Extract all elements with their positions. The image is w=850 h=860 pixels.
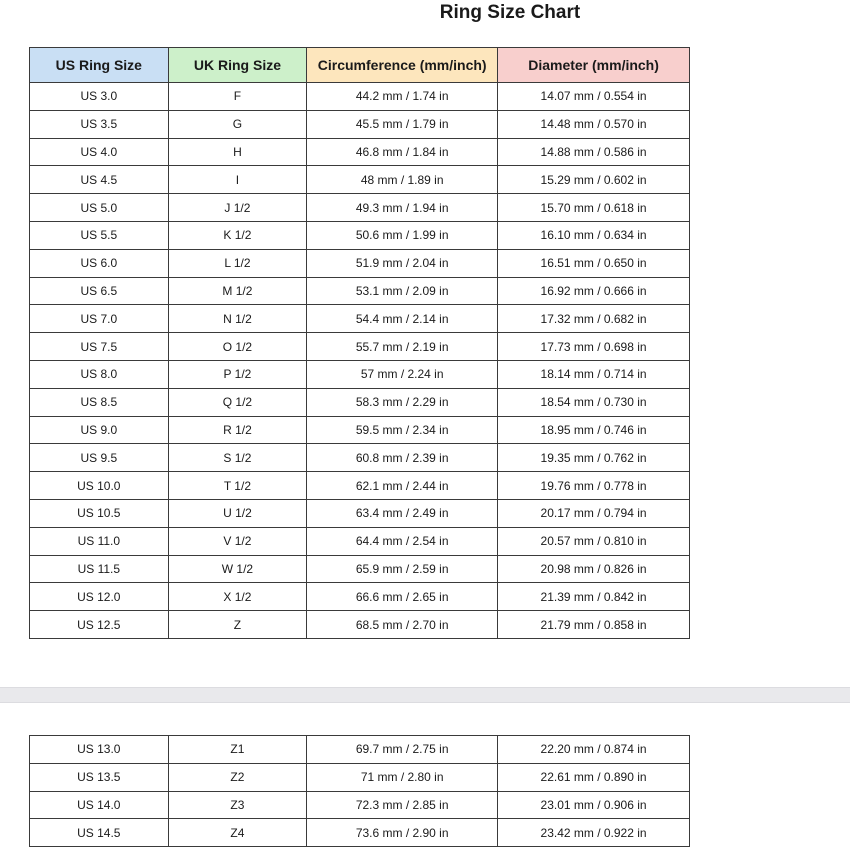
diameter-cell: 23.42 mm / 0.922 in [498,819,690,847]
table-row [30,360,690,388]
circumference-cell: 69.7 mm / 2.75 in [307,736,498,764]
circumference-cell: 68.5 mm / 2.70 in [307,611,498,639]
table-row [30,763,690,791]
us-size-cell: US 8.5 [30,388,169,416]
diameter-cell: 21.79 mm / 0.858 in [498,611,690,639]
table-row [30,388,690,416]
circumference-cell: 64.4 mm / 2.54 in [307,527,498,555]
table-row [30,527,690,555]
circumference-cell: 62.1 mm / 2.44 in [307,472,498,500]
diameter-cell: 15.70 mm / 0.618 in [498,194,690,222]
uk-size-cell: Z4 [168,819,307,847]
diameter-cell: 18.95 mm / 0.746 in [498,416,690,444]
us-size-cell: US 3.0 [30,83,169,111]
uk-size-cell: H [168,138,307,166]
table-row [30,819,690,847]
circumference-cell: 58.3 mm / 2.29 in [307,388,498,416]
header-uk-ring-size: UK Ring Size [168,48,307,83]
circumference-cell: 72.3 mm / 2.85 in [307,791,498,819]
us-size-cell: US 4.5 [30,166,169,194]
uk-size-cell: G [168,110,307,138]
uk-size-cell: T 1/2 [168,472,307,500]
diameter-cell: 16.51 mm / 0.650 in [498,249,690,277]
circumference-cell: 55.7 mm / 2.19 in [307,333,498,361]
circumference-cell: 65.9 mm / 2.59 in [307,555,498,583]
uk-size-cell: O 1/2 [168,333,307,361]
us-size-cell: US 14.0 [30,791,169,819]
diameter-cell: 16.92 mm / 0.666 in [498,277,690,305]
us-size-cell: US 4.0 [30,138,169,166]
table-row [30,499,690,527]
diameter-cell: 20.98 mm / 0.826 in [498,555,690,583]
diameter-cell: 17.73 mm / 0.698 in [498,333,690,361]
us-size-cell: US 14.5 [30,819,169,847]
us-size-cell: US 8.0 [30,360,169,388]
page-title: Ring Size Chart [439,2,581,23]
diameter-cell: 15.29 mm / 0.602 in [498,166,690,194]
circumference-cell: 49.3 mm / 1.94 in [307,194,498,222]
us-size-cell: US 10.0 [30,472,169,500]
uk-size-cell: Z1 [168,736,307,764]
us-size-cell: US 5.0 [30,194,169,222]
circumference-cell: 60.8 mm / 2.39 in [307,444,498,472]
circumference-cell: 51.9 mm / 2.04 in [307,249,498,277]
diameter-cell: 18.54 mm / 0.730 in [498,388,690,416]
us-size-cell: US 11.0 [30,527,169,555]
table-row [30,416,690,444]
uk-size-cell: N 1/2 [168,305,307,333]
table-row [30,305,690,333]
uk-size-cell: Z3 [168,791,307,819]
header-us-ring-size: US Ring Size [30,48,169,83]
uk-size-cell: F [168,83,307,111]
circumference-cell: 66.6 mm / 2.65 in [307,583,498,611]
diameter-cell: 23.01 mm / 0.906 in [498,791,690,819]
us-size-cell: US 9.0 [30,416,169,444]
us-size-cell: US 13.0 [30,736,169,764]
table-row [30,277,690,305]
us-size-cell: US 7.0 [30,305,169,333]
table-row [30,138,690,166]
us-size-cell: US 5.5 [30,221,169,249]
circumference-cell: 59.5 mm / 2.34 in [307,416,498,444]
table-row [30,472,690,500]
uk-size-cell: J 1/2 [168,194,307,222]
diameter-cell: 20.57 mm / 0.810 in [498,527,690,555]
circumference-cell: 54.4 mm / 2.14 in [307,305,498,333]
table-row [30,166,690,194]
uk-size-cell: U 1/2 [168,499,307,527]
uk-size-cell: I [168,166,307,194]
diameter-cell: 22.20 mm / 0.874 in [498,736,690,764]
uk-size-cell: Z [168,611,307,639]
table-row [30,791,690,819]
circumference-cell: 48 mm / 1.89 in [307,166,498,194]
uk-size-cell: M 1/2 [168,277,307,305]
table-row [30,583,690,611]
uk-size-cell: Q 1/2 [168,388,307,416]
uk-size-cell: S 1/2 [168,444,307,472]
table-row [30,444,690,472]
uk-size-cell: R 1/2 [168,416,307,444]
us-size-cell: US 12.5 [30,611,169,639]
table-row [30,110,690,138]
diameter-cell: 19.76 mm / 0.778 in [498,472,690,500]
circumference-cell: 63.4 mm / 2.49 in [307,499,498,527]
diameter-cell: 14.88 mm / 0.586 in [498,138,690,166]
us-size-cell: US 6.5 [30,277,169,305]
us-size-cell: US 13.5 [30,763,169,791]
circumference-cell: 45.5 mm / 1.79 in [307,110,498,138]
diameter-cell: 22.61 mm / 0.890 in [498,763,690,791]
ring-size-table [29,47,690,639]
table-body-continued [30,736,690,847]
table-body [30,83,690,639]
diameter-cell: 20.17 mm / 0.794 in [498,499,690,527]
table-row [30,611,690,639]
circumference-cell: 73.6 mm / 2.90 in [307,819,498,847]
uk-size-cell: L 1/2 [168,249,307,277]
diameter-cell: 16.10 mm / 0.634 in [498,221,690,249]
uk-size-cell: W 1/2 [168,555,307,583]
uk-size-cell: K 1/2 [168,221,307,249]
uk-size-cell: Z2 [168,763,307,791]
diameter-cell: 17.32 mm / 0.682 in [498,305,690,333]
page-divider [0,687,850,703]
table-row [30,194,690,222]
us-size-cell: US 6.0 [30,249,169,277]
us-size-cell: US 3.5 [30,110,169,138]
diameter-cell: 14.07 mm / 0.554 in [498,83,690,111]
us-size-cell: US 7.5 [30,333,169,361]
table-row [30,736,690,764]
table-row [30,249,690,277]
us-size-cell: US 11.5 [30,555,169,583]
circumference-cell: 53.1 mm / 2.09 in [307,277,498,305]
diameter-cell: 18.14 mm / 0.714 in [498,360,690,388]
circumference-cell: 50.6 mm / 1.99 in [307,221,498,249]
circumference-cell: 71 mm / 2.80 in [307,763,498,791]
us-size-cell: US 10.5 [30,499,169,527]
header-circumference: Circumference (mm/inch) [307,48,498,83]
table-row [30,333,690,361]
uk-size-cell: V 1/2 [168,527,307,555]
us-size-cell: US 12.0 [30,583,169,611]
diameter-cell: 14.48 mm / 0.570 in [498,110,690,138]
diameter-cell: 19.35 mm / 0.762 in [498,444,690,472]
circumference-cell: 44.2 mm / 1.74 in [307,83,498,111]
circumference-cell: 57 mm / 2.24 in [307,360,498,388]
table-row [30,221,690,249]
table-row [30,83,690,111]
table-header-row [30,48,690,83]
header-diameter: Diameter (mm/inch) [498,48,690,83]
diameter-cell: 21.39 mm / 0.842 in [498,583,690,611]
us-size-cell: US 9.5 [30,444,169,472]
ring-size-table-continued [29,735,690,847]
table-row [30,555,690,583]
uk-size-cell: P 1/2 [168,360,307,388]
circumference-cell: 46.8 mm / 1.84 in [307,138,498,166]
uk-size-cell: X 1/2 [168,583,307,611]
